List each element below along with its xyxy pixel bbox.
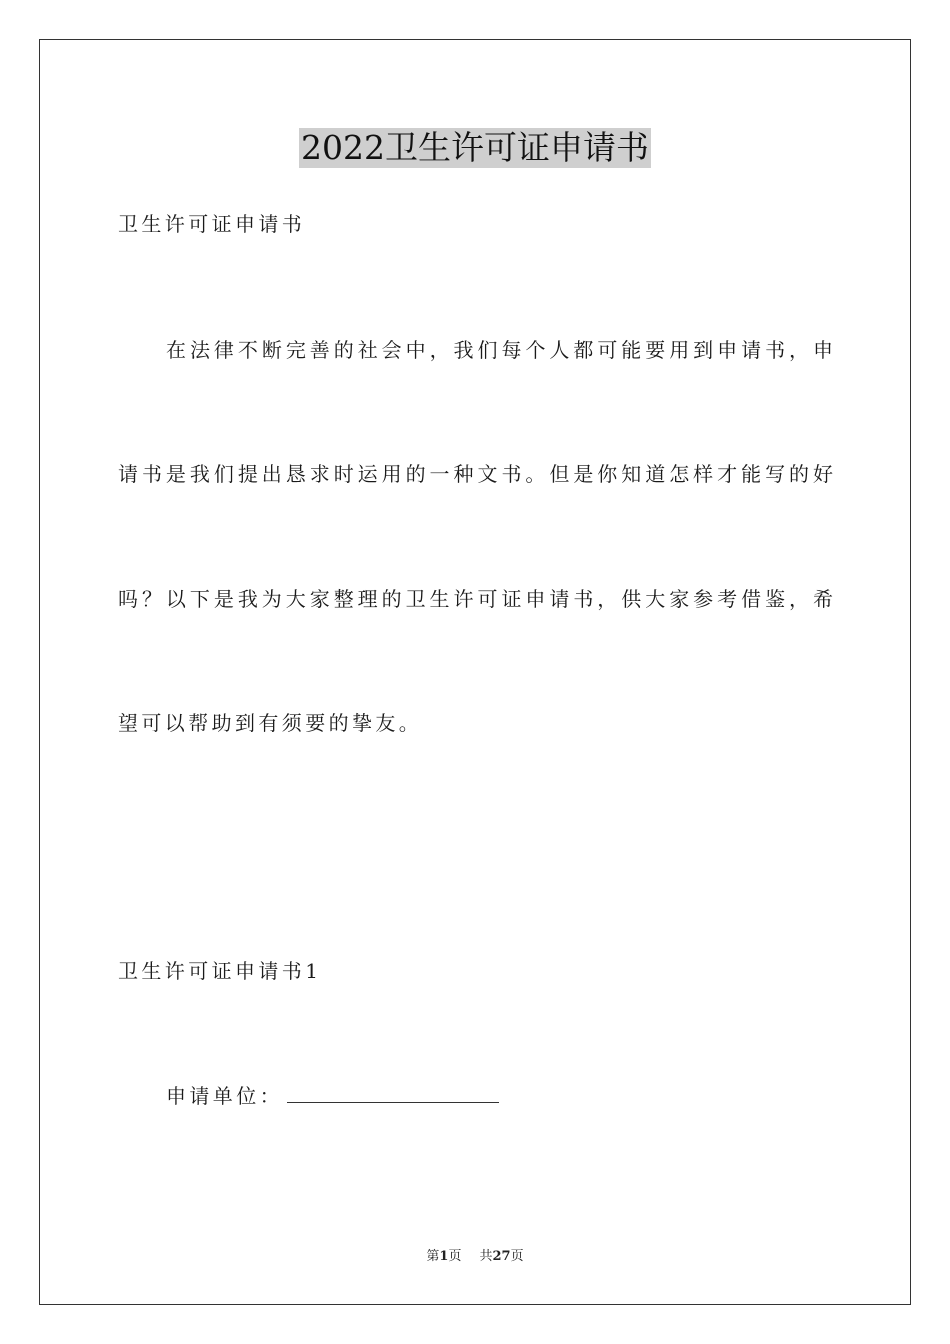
footer-page-prefix: 第 (426, 1249, 440, 1264)
paragraph-line-1: 在法律不断完善的社会中，我们每个人都可能要用到申请书，申 (166, 338, 833, 362)
applicant-field (166, 1082, 833, 1110)
applicant-blank-line (287, 1082, 499, 1103)
footer-page-suffix: 页 (448, 1249, 462, 1264)
page-footer (0, 1248, 950, 1266)
footer-page-total: 27 (492, 1249, 511, 1264)
footer-total-suffix: 页 (510, 1249, 524, 1264)
footer-page-current: 1 (439, 1249, 449, 1264)
section-heading: 卫生许可证申请书1 (118, 959, 322, 983)
paragraph-line-4: 望可以帮助到有须要的挚友。 (118, 711, 423, 735)
document-subtitle: 卫生许可证申请书 (118, 212, 306, 236)
footer-total-prefix: 共 (479, 1249, 493, 1264)
paragraph-line-3: 吗？以下是我为大家整理的卫生许可证申请书，供大家参考借鉴，希 (118, 587, 833, 611)
applicant-field-label: 申请单位： (166, 1084, 283, 1108)
document-title: 2022卫生许可证申请书 (301, 128, 649, 167)
title-block (0, 128, 950, 168)
paragraph-line-2: 请书是我们提出恳求时运用的一种文书。但是你知道怎样才能写的好 (118, 462, 833, 486)
